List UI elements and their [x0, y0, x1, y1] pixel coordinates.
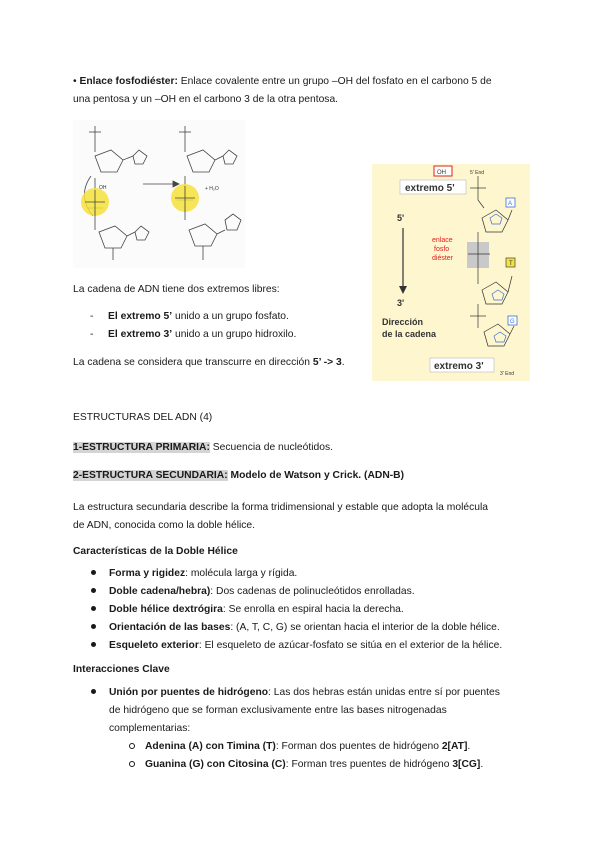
end3-label: 3' End — [500, 371, 515, 377]
intro-term: Enlace fosfodiéster: — [79, 76, 178, 87]
enlace-label-1: enlace — [432, 237, 453, 244]
svg-text:OH: OH — [99, 185, 107, 191]
direccion-label-1: Dirección — [382, 317, 424, 327]
reaction-diagram — [73, 120, 245, 268]
extremo5-label: extremo 5' — [405, 183, 455, 194]
interacciones-title: Interacciones Clave — [73, 664, 170, 675]
sublist-item-cg: Guanina (G) con Citosina (C): Forman tres puentes de hidrógeno 3[CG]. — [129, 756, 549, 774]
primaria-label: 1-ESTRUCTURA PRIMARIA: — [73, 442, 210, 453]
extremo5-term: El extremo 5’ — [108, 311, 173, 322]
bullet: • — [73, 76, 77, 87]
dna-direction-figure — [372, 164, 530, 381]
caracteristicas-title: Características de la Doble Hélice — [73, 546, 238, 557]
extremos-item-2: - El extremo 3’ unido a un grupo hidroxilo. — [90, 329, 297, 340]
intro-line2: una pentosa y un –OH en el carbono 3 de la otra pentosa. — [73, 94, 339, 105]
caracteristicas-list — [91, 565, 541, 655]
list-item: Doble hélice dextrógira: Se enrolla en espiral hacia la derecha. — [91, 601, 541, 619]
enlace-label-2: fosfo — [434, 246, 450, 253]
three-prime-label: 3' — [397, 298, 405, 308]
list-item: Esqueleto exterior: El esqueleto de azúcar-fosfato se sitúa en el exterior de la hélice. — [91, 637, 541, 655]
dna-chain-diagram — [372, 164, 530, 381]
extremo3-label: extremo 3' — [434, 361, 484, 372]
extremos-item-1: - El extremo 5’ unido a un grupo fosfato. — [90, 311, 289, 322]
sublist-item-at: Adenina (A) con Timina (T): Forman dos puentes de hidrógeno 2[AT]. — [129, 738, 549, 756]
interacciones-list — [91, 684, 531, 738]
five-prime-label: 5' — [397, 213, 405, 223]
secundaria-description: La estructura secundaria describe la forma tridimensional y estable que adopta la molécula de ADN, conocida como la doble hélice. — [73, 502, 488, 531]
intro-paragraph — [73, 73, 543, 109]
secundaria-label: 2-ESTRUCTURA SECUNDARIA: — [73, 470, 228, 481]
list-item: Doble cadena/hebra): Dos cadenas de polinucleótidos enrolladas. — [91, 583, 541, 601]
phosphodiester-reaction-figure — [73, 120, 245, 268]
intro-line1: Enlace covalente entre un grupo –OH del fosfato en el carbono 5 de — [177, 76, 492, 87]
water-label: + H₂O — [205, 186, 219, 192]
section-title: ESTRUCTURAS DEL ADN (4) — [73, 412, 213, 423]
base-g-label: G — [510, 319, 515, 325]
base-a-label: A — [508, 201, 513, 207]
list-item: Orientación de las bases: (A, T, C, G) se orientan hacia el interior de la doble hélice. — [91, 619, 541, 637]
base-t-label: T — [509, 261, 513, 267]
extremo3-term: El extremo 3’ — [108, 329, 173, 340]
estructura-primaria: 1-ESTRUCTURA PRIMARIA: Secuencia de nucleótidos. — [73, 442, 333, 453]
estructura-secundaria: 2-ESTRUCTURA SECUNDARIA: Modelo de Watson y Crick. (ADN-B) — [73, 470, 405, 481]
extremos-list — [90, 308, 370, 344]
oh-box-label: OH — [437, 170, 446, 176]
extremos-intro: La cadena de ADN tiene dos extremos libres: — [73, 284, 280, 295]
list-item: Unión por puentes de hidrógeno: Las dos hebras están unidas entre sí por puentes de hidrógeno que se forman exclusivamente entre las bases nitrogenadas complementarias: — [91, 684, 531, 738]
pairing-sublist — [129, 738, 549, 774]
enlace-label-3: diéster — [432, 255, 454, 262]
end5-label: 5' End — [470, 170, 485, 176]
list-item: Forma y rigidez: molécula larga y rígida. — [91, 565, 541, 583]
direccion-label-2: de la cadena — [382, 329, 437, 339]
direction-sentence: La cadena se considera que transcurre en dirección 5’ -> 3. — [73, 357, 345, 368]
